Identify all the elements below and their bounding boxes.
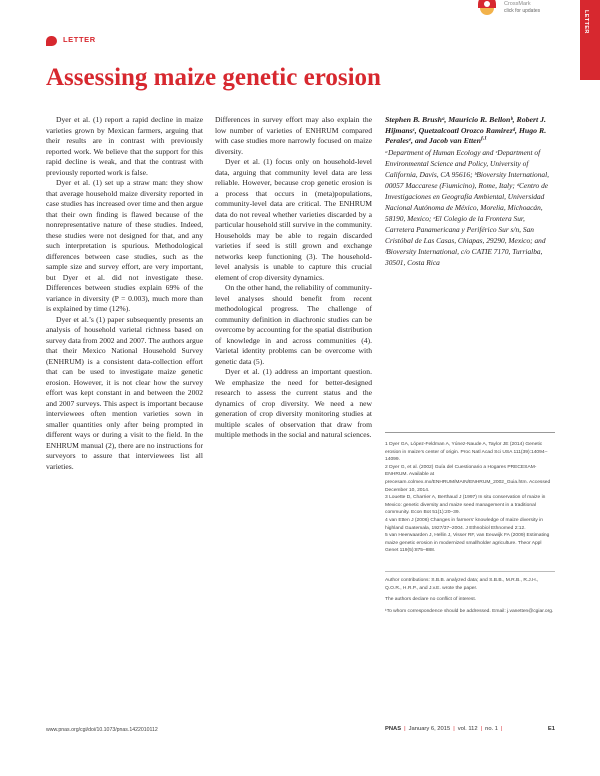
paragraph: Dyer et al.’s (1) paper subsequently presents an analysis of household varietal richness based on survey data from 2002 and 2007. The authors argue that their Mexico National Household Survey (ENHRUM) is a consistent data-collection effort that can be used to investigate maize genetic erosion. However, it is not clear how the survey effort was kept constant in and between the 2002 and 2007 surveys. This aspect is important because interviewees often mention varieties sown in smaller quantities only after being prompted in different ways or during a visit to the field. In the ENHRUM manual (2), there are no instructions for surveyors to assure that interviewees list all varieties. xyxy=(46,314,203,471)
reference-item: 5 van Heerwaarden J, Hellin J, Visser RF, van Eeuwijk FA (2009) Estimating maize genetic erosion in modernized smallholder agriculture. Theor Appl Genet 119(5):875–888. xyxy=(385,533,550,554)
author-notes xyxy=(385,577,555,619)
body-column-1 xyxy=(46,115,203,472)
reference-item: 2 Dyer G, et al. (2002) Guía del Cuestionario a Hogares PRECESAM-ENHRUM. Available at precesam.colmex.mx/ENHRUM/MAIN/ENHRUM_2002_Guia.htm. Accessed December 10, 2014. xyxy=(385,464,551,493)
section-bullet-icon xyxy=(46,36,57,46)
author-names: Stephen B. Brushᵃ, Mauricio R. Bellonᵇ, Robert J. Hijmansᶜ, Quetzalcoatl Orozco Ramirezᵈ, Hugo R. Peralesᵉ, and Jacob van Etten xyxy=(385,115,547,145)
paragraph: Dyer et al. (1) report a rapid decline in maize varieties grown by Mexican farmers, arguing that their results are in contrast with previously reported work. We believe that the support for this rapid decline is weak, and that the contrast with previously reported work is false. xyxy=(46,115,203,177)
doi-link[interactable]: www.pnas.org/cgi/doi/10.1073/pnas.1422010112 xyxy=(46,727,158,733)
issue-number: no. 1 xyxy=(485,726,499,732)
conflict-statement: The authors declare no conflict of interest. xyxy=(385,597,477,603)
paragraph: Differences in survey effort may also explain the low number of varieties of ENHRUM compared with case studies more narrowly focused on maize diversity. xyxy=(215,115,372,156)
volume: vol. 112 xyxy=(457,726,478,732)
journal-name: PNAS xyxy=(385,726,402,732)
crossmark-icon xyxy=(474,0,500,16)
author-contributions: Author contributions: S.B.B. analyzed data; and S.B.B., M.R.B., R.J.H., Q.O.R., H.R.P., and J.v.E. wrote the paper. xyxy=(385,578,539,591)
references-divider xyxy=(385,432,555,433)
article-title: Assessing maize genetic erosion xyxy=(46,64,381,91)
correspondence: ¹To whom correspondence should be addressed. Email: j.vanetten@cgiar.org. xyxy=(385,608,554,614)
side-tab xyxy=(580,0,600,80)
notes-divider xyxy=(385,571,555,572)
reference-item: 3 Louette D, Charrier A, Berthaud J (1997) In situ conservation of maize in Mexico: genetic diversity and maize seed management in a traditional community. Econ Bot 51(1):20–39. xyxy=(385,495,546,516)
affiliations: ᵃDepartment of Human Ecology and ᶜDepartment of Environmental Science and Policy, University of California, Davis, CA 95616; ᵇBioversity International, 00057 Maccarese (Fiumicino), Rome, Italy; ᵈCentro de Investigaciones en Geografía Ambiental, Universidad Nacional Autónoma de México, Morelia, Michoacán, 58190, Mexico; ᵉEl Colegio de la Frontera Sur, Carretera Panamericana y Periférico Sur s/n, San Cristóbal de Las Casas, Chiapas, 29290, Mexico; and ᶠBioversity International, c/o CATIE 7170, Turrialba, 30501, Costa Rica xyxy=(385,147,550,267)
crossmark-brand: CrossMark xyxy=(504,1,531,7)
body-column-2 xyxy=(215,115,372,441)
reference-item: 1 Dyer GA, López-Feldman A, Yúnez-Naude A, Taylor JE (2014) Genetic erosion in maize’s center of origin. Proc Natl Acad Sci USA 111(39):14094–14099. xyxy=(385,442,548,463)
paragraph: Dyer et al. (1) focus only on household-level data, arguing that community level data are less reliable. However, because crop genetic erosion is a process that occurs in (meta)populations, community-level data are critical. The ENHRUM data do not reveal whether varieties discarded by a particular household still survive in the community. Households may be able to regain discarded varieties if seed is still grown and exchange networks keep functioning (3). The household-level analysis is unable to capture this crucial element of crop diversity dynamics. xyxy=(215,157,372,282)
paragraph: Dyer et al. (1) address an important question. We emphasize the need for better-designed research to assess the current status and the dynamics of crop diversity. We need a new generation of crop diversity monitoring studies at multiple scales of observation that draw from multiple methods in the social and natural sciences. xyxy=(215,367,372,439)
author-marks: f,1 xyxy=(480,135,487,142)
paragraph: Dyer et al. (1) set up a straw man: they show that average household maize diversity reported in case studies has increased over time and then argue that their own finding is flawed because of the nonrepresentative nature of these studies. Indeed, these studies were not designed for that, and any such interpretation is spurious. Methodological differences between case studies, such as the sample size and survey effort, are very important, but Dyer et al. did not investigate these. Differences between studies explain 69% of the variance in diversity (P = 0.003), much more than is explained by time (12%). xyxy=(46,178,203,313)
references-list xyxy=(385,441,555,555)
crossmark-updates-link[interactable]: click for updates xyxy=(504,8,541,14)
paragraph: On the other hand, the reliability of community-level analyses should benefit from recent methodological progress. The challenge of community definition in diachronic studies can be overcome by accounting for the spatial distribution of knowledge in and across communities (4). Varietal identity problems can be overcome with genetic data (5). xyxy=(215,283,372,366)
reference-item: 4 van Etten J (2006) Changes in farmers’ knowledge of maize diversity in highland Guatemala, 1927/37–2004. J Ethnobiol Ethnomed 2:12. xyxy=(385,517,544,531)
crossmark-badge[interactable] xyxy=(474,0,579,22)
section-label: LETTER xyxy=(63,35,96,44)
page-number: E1 xyxy=(547,726,555,732)
author-block xyxy=(385,115,555,268)
issue-date: January 6, 2015 xyxy=(408,726,451,732)
side-tab-label: LETTER xyxy=(583,10,589,34)
author-list xyxy=(385,115,555,147)
footer-citation: PNAS | January 6, 2015 | vol. 112 | no. 1 | E1 xyxy=(385,726,555,732)
